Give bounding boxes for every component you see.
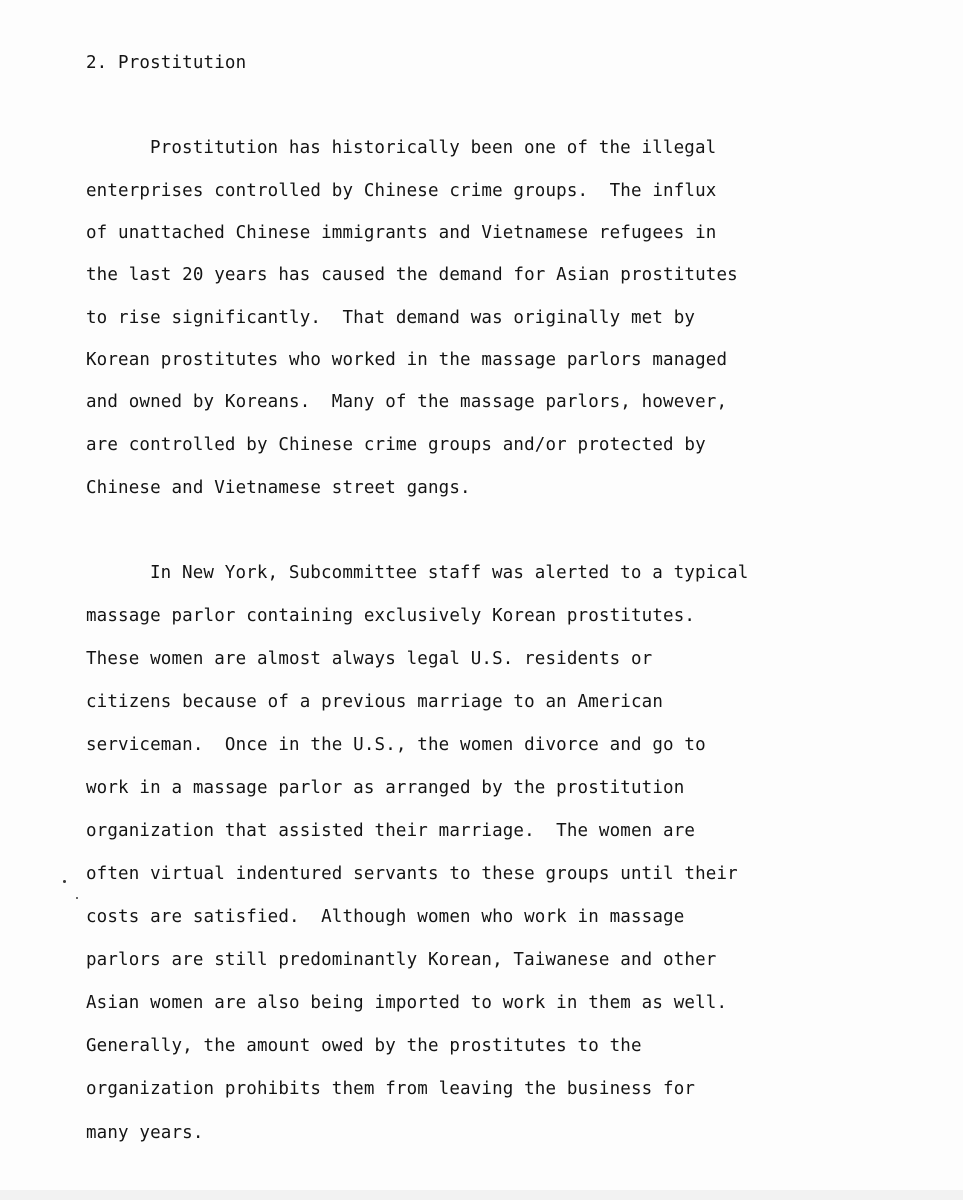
scan-speck-mark: [76, 897, 78, 899]
paragraph-1-line: and owned by Koreans. Many of the massage parlors, however,: [86, 392, 728, 412]
paragraph-2-line: parlors are still predominantly Korean, Taiwanese and other: [86, 950, 717, 970]
paragraph-1-line: the last 20 years has caused the demand for Asian prostitutes: [86, 265, 738, 285]
paragraph-1-line: are controlled by Chinese crime groups and/or protected by: [86, 435, 706, 455]
paragraph-1-line: to rise significantly. That demand was originally met by: [86, 308, 696, 328]
scan-bottom-edge: [0, 1190, 963, 1200]
paragraph-2-line: Asian women are also being imported to work in them as well.: [86, 993, 728, 1013]
paragraph-1-line: enterprises controlled by Chinese crime groups. The influx: [86, 181, 717, 201]
paragraph-2-line: massage parlor containing exclusively Korean prostitutes.: [86, 606, 696, 626]
paragraph-1-line: Korean prostitutes who worked in the massage parlors managed: [86, 350, 728, 370]
scan-speck-mark: [63, 880, 66, 883]
paragraph-2-line: These women are almost always legal U.S. residents or: [86, 649, 653, 669]
paragraph-2-line: costs are satisfied. Although women who work in massage: [86, 907, 685, 927]
paragraph-2-line: often virtual indentured servants to these groups until their: [86, 864, 738, 884]
paragraph-2-line: many years.: [86, 1123, 204, 1143]
paragraph-2-line: organization prohibits them from leaving the business for: [86, 1079, 696, 1099]
paragraph-1-line: Chinese and Vietnamese street gangs.: [86, 478, 471, 498]
paragraph-2-line: Generally, the amount owed by the prostitutes to the: [86, 1036, 642, 1056]
paragraph-2-line: In New York, Subcommittee staff was alerted to a typical: [150, 563, 749, 583]
paragraph-1-line: of unattached Chinese immigrants and Vietnamese refugees in: [86, 223, 717, 243]
section-heading: 2. Prostitution: [86, 53, 247, 73]
paragraph-2-line: citizens because of a previous marriage to an American: [86, 692, 664, 712]
paragraph-2-line: serviceman. Once in the U.S., the women divorce and go to: [86, 735, 706, 755]
paragraph-2-line: work in a massage parlor as arranged by the prostitution: [86, 778, 685, 798]
paragraph-1-line: Prostitution has historically been one of the illegal: [150, 138, 717, 158]
paragraph-2-line: organization that assisted their marriage. The women are: [86, 821, 696, 841]
